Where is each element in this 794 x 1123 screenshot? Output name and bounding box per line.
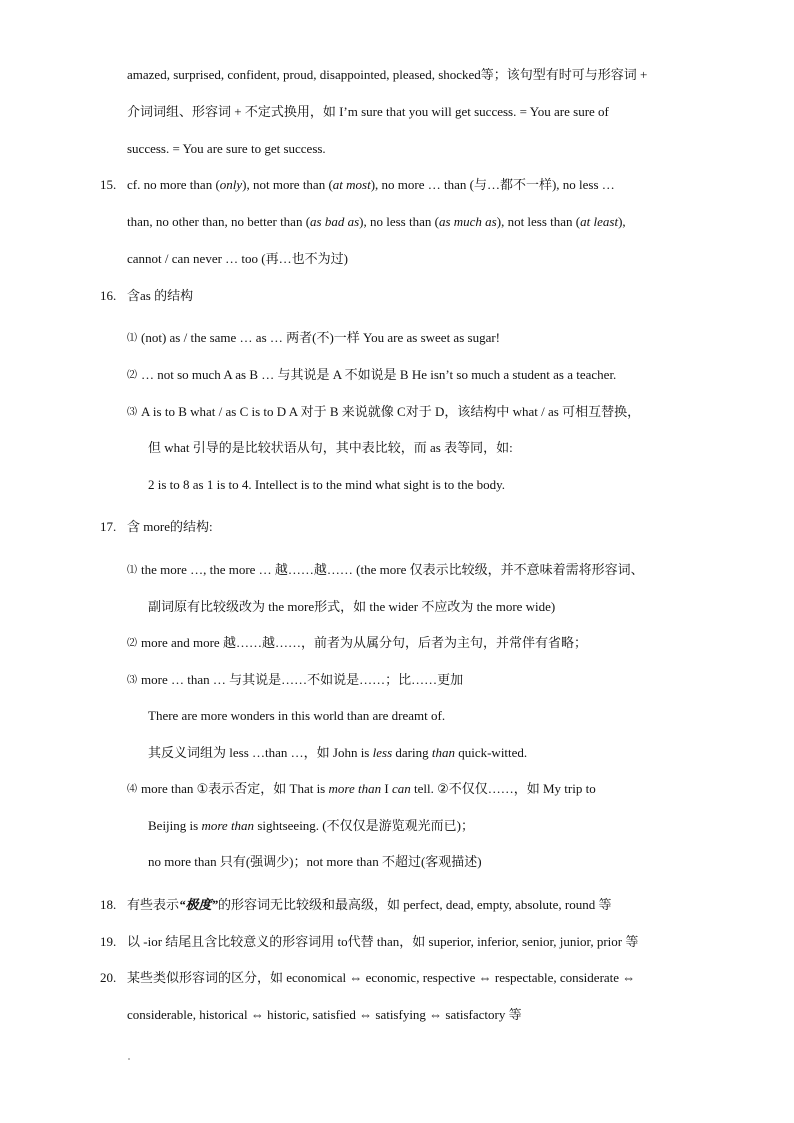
item-15-line-1: cf. no more than (only), not more than (at most), no more … than (与…都不一样), no less … (127, 177, 615, 192)
item-17-sub-3: ⑶ more … than … 与其说是……不如说是……；比……更加 (127, 672, 464, 687)
item-16-title: 含as 的结构 (127, 288, 194, 303)
sub-mark: ⑴ (127, 333, 137, 344)
item-15-number: 15. (100, 177, 117, 192)
sub-mark: ⑴ (127, 565, 137, 576)
item-20-number: 20. (100, 970, 117, 985)
item-18-text: 有些表示“极度”的形容词无比较级和最高级，如 perfect, dead, empty, absolute, round 等 (127, 897, 612, 912)
emphasis-term: “极度” (179, 897, 219, 912)
sub-mark: ⑷ (127, 784, 137, 795)
item-19-number: 19. (100, 934, 117, 949)
item-15-line-2: than, no other than, no better than (as bad as), no less than (as much as), not less than (at least), (127, 214, 626, 229)
item-17-sub-1: ⑴ the more …, the more … 越……越…… (the more 仅表示比较级，并不意味着需将形容词、 (127, 562, 644, 577)
item-17-sub-2: ⑵ more and more 越……越……，前者为从属分句，后者为主句，并常伴有省略； (127, 635, 587, 650)
item-17-sub-4-line-2: Beijing is more than sightseeing. (不仅仅是游览观光而已)； (148, 818, 474, 833)
top-line-2: 介词词组、形容词 + 不定式换用，如 I’m sure that you will get success. = You are sure of (127, 104, 609, 119)
item-17-sub-1-line-2: 副词原有比较级改为 the more形式，如 the wider 不应改为 the more wide) (148, 599, 556, 614)
item-16-number: 16. (100, 288, 117, 303)
item-15-line-3: cannot / can never … too (再…也不为过) (127, 251, 348, 266)
sub-mark: ⑶ (127, 675, 137, 686)
item-16-sub-2: ⑵ … not so much A as B … 与其说是 A 不如说是 B He isn’t so much a student as a teacher. (127, 367, 617, 382)
item-17-number: 17. (100, 519, 117, 534)
top-line-1: amazed, surprised, confident, proud, disappointed, pleased, shocked等；该句型有时可与形容词 + (127, 67, 648, 82)
item-16-sub-3-line-3: 2 is to 8 as 1 is to 4. Intellect is to the mind what sight is to the body. (148, 477, 505, 492)
sub-mark: ⑵ (127, 638, 137, 649)
item-17-sub-4-line-3: no more than 只有(强调少)；not more than 不超过(客观描述) (148, 854, 482, 869)
sub-mark: ⑵ (127, 370, 137, 381)
page-speck (128, 1058, 130, 1060)
item-20-line-2: considerable, historical ⇔ historic, satisfied ⇔ satisfying ⇔ satisfactory 等 (127, 1007, 522, 1022)
item-16-sub-1: ⑴ (not) as / the same … as … 两者(不)一样 You are as sweet as sugar! (127, 330, 500, 345)
item-20-line-1: 某些类似形容词的区分，如 economical ⇔ economic, respective ⇔ respectable, considerate ⇔ (127, 970, 636, 985)
item-16-sub-3-line-2: 但 what 引导的是比较状语从句，其中表比较，而 as 表等同，如: (148, 440, 513, 455)
item-17-title: 含 more的结构: (127, 519, 213, 534)
item-19-text: 以 -ior 结尾且含比较意义的形容词用 to代替 than，如 superior, inferior, senior, junior, prior 等 (127, 934, 639, 949)
top-line-3: success. = You are sure to get success. (127, 141, 326, 156)
item-17-sub-4: ⑷ more than ①表示否定，如 That is more than I can tell. ②不仅仅……，如 My trip to (127, 781, 596, 796)
item-16-sub-3: ⑶ A is to B what / as C is to D A 对于 B 来说就像 C对于 D，该结构中 what / as 可相互替换， (127, 404, 641, 419)
item-18-number: 18. (100, 897, 117, 912)
sub-mark: ⑶ (127, 407, 137, 418)
item-17-sub-3-line-3: 其反义词组为 less …than …，如 John is less daring than quick-witted. (148, 745, 528, 760)
item-17-sub-3-line-2: There are more wonders in this world than are dreamt of. (148, 708, 446, 723)
